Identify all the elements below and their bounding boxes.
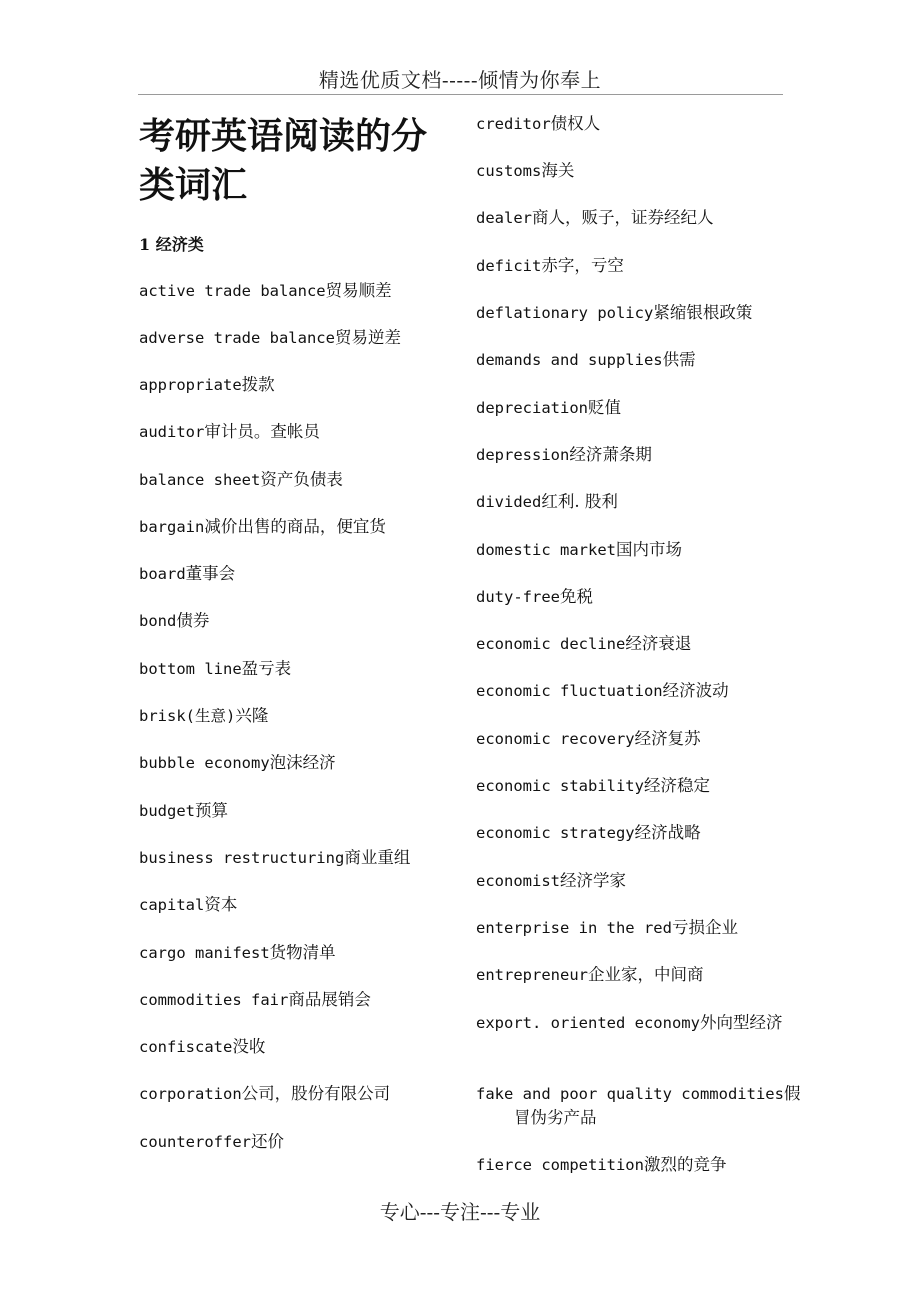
vocab-gloss: 红利. 股利 bbox=[541, 492, 618, 511]
vocab-entry bbox=[139, 941, 336, 965]
vocab-gloss: 假冒伪劣产品 bbox=[514, 1084, 801, 1127]
vocab-gloss: 减价出售的商品，便宜货 bbox=[204, 517, 386, 536]
vocab-term: customs bbox=[476, 162, 542, 180]
vocab-entry bbox=[476, 821, 701, 845]
vocab-term: budget bbox=[139, 802, 195, 820]
vocab-term: fierce competition bbox=[476, 1156, 644, 1174]
vocab-gloss: 经济战略 bbox=[634, 823, 701, 842]
vocab-entry bbox=[476, 679, 729, 703]
page-footer: 专心---专注---专业 bbox=[379, 1200, 541, 1224]
vocab-gloss: 债券 bbox=[176, 611, 210, 630]
vocab-gloss: 经济衰退 bbox=[625, 634, 692, 653]
vocab-gloss: 资本 bbox=[204, 895, 238, 914]
vocab-gloss: 经济萧条期 bbox=[569, 445, 652, 464]
vocab-term: board bbox=[139, 565, 186, 583]
vocab-entry bbox=[139, 373, 275, 397]
vocab-entry bbox=[139, 893, 237, 917]
header-divider bbox=[138, 94, 783, 95]
vocab-term: domestic market bbox=[476, 541, 616, 559]
vocab-entry bbox=[139, 1082, 390, 1106]
vocab-entry bbox=[476, 1011, 816, 1035]
vocab-term: economic recovery bbox=[476, 730, 635, 748]
vocab-term: balance sheet bbox=[139, 471, 261, 489]
vocab-gloss: 供需 bbox=[662, 350, 696, 369]
vocab-gloss: 经济复苏 bbox=[634, 729, 701, 748]
vocab-term: demands and supplies bbox=[476, 351, 663, 369]
section-heading: 1 经济类 bbox=[139, 235, 204, 254]
vocab-gloss: 贸易顺差 bbox=[325, 281, 392, 300]
vocab-term: business restructuring bbox=[139, 849, 345, 867]
vocab-term: auditor bbox=[139, 423, 205, 441]
vocab-term: deficit bbox=[476, 257, 542, 275]
vocab-gloss: 赤字，亏空 bbox=[541, 256, 624, 275]
vocab-entry bbox=[139, 468, 343, 492]
vocab-gloss: 亏损企业 bbox=[671, 918, 738, 937]
vocab-entry bbox=[476, 206, 714, 230]
vocab-gloss: 预算 bbox=[195, 801, 228, 820]
vocab-gloss: 货物清单 bbox=[269, 943, 336, 962]
vocab-entry bbox=[476, 301, 752, 325]
vocab-entry bbox=[139, 704, 268, 728]
vocab-entry bbox=[476, 490, 618, 514]
vocab-term: dealer bbox=[476, 209, 532, 227]
vocab-entry bbox=[476, 396, 621, 420]
vocab-entry bbox=[476, 1082, 816, 1129]
vocab-entry bbox=[139, 609, 209, 633]
vocab-gloss: 经济学家 bbox=[560, 871, 626, 890]
vocab-gloss: 债权人 bbox=[550, 114, 601, 133]
vocab-term: divided bbox=[476, 493, 542, 511]
vocab-entry bbox=[476, 1153, 726, 1177]
vocab-term: active trade balance bbox=[139, 282, 326, 300]
vocab-term: bargain bbox=[139, 518, 205, 536]
vocab-gloss: 商人，贩子，证券经纪人 bbox=[532, 208, 714, 227]
vocab-term: confiscate bbox=[139, 1038, 233, 1056]
vocab-entry bbox=[476, 443, 652, 467]
vocab-entry bbox=[476, 585, 593, 609]
vocab-entry bbox=[476, 774, 710, 798]
vocab-term: economist bbox=[476, 872, 560, 890]
vocab-entry bbox=[476, 538, 682, 562]
vocab-entry bbox=[476, 254, 624, 278]
vocab-term: entrepreneur bbox=[476, 966, 588, 984]
vocab-term: depreciation bbox=[476, 399, 588, 417]
vocab-gloss: 激烈的竞争 bbox=[643, 1155, 727, 1174]
vocab-term: counteroffer bbox=[139, 1133, 251, 1151]
vocab-term: economic fluctuation bbox=[476, 682, 663, 700]
vocab-gloss: 审计员。查帐员 bbox=[204, 422, 320, 441]
vocab-term: corporation bbox=[139, 1085, 242, 1103]
vocab-gloss: 公司，股份有限公司 bbox=[241, 1084, 391, 1103]
vocab-entry bbox=[476, 916, 738, 940]
vocab-gloss: 外向型经济 bbox=[699, 1013, 783, 1032]
vocab-term: brisk(生意) bbox=[139, 707, 236, 725]
vocab-gloss: 商品展销会 bbox=[288, 990, 371, 1009]
vocab-entry bbox=[476, 727, 701, 751]
vocab-gloss: 资产负债表 bbox=[260, 470, 343, 489]
vocab-entry bbox=[476, 963, 703, 987]
vocab-entry bbox=[476, 112, 600, 136]
vocab-term: commodities fair bbox=[139, 991, 289, 1009]
vocab-entry bbox=[139, 799, 228, 823]
vocab-entry bbox=[139, 751, 336, 775]
vocab-term: creditor bbox=[476, 115, 551, 133]
vocab-gloss: 还价 bbox=[250, 1132, 284, 1151]
vocab-term: depression bbox=[476, 446, 570, 464]
vocab-gloss: 经济波动 bbox=[662, 681, 729, 700]
vocab-gloss: 贬值 bbox=[587, 398, 621, 417]
vocab-term: adverse trade balance bbox=[139, 329, 335, 347]
vocab-entry bbox=[476, 632, 691, 656]
vocab-term: bottom line bbox=[139, 660, 242, 678]
vocab-gloss: 没收 bbox=[232, 1037, 266, 1056]
vocab-gloss: 盈亏表 bbox=[241, 659, 292, 678]
vocab-entry bbox=[139, 279, 392, 303]
vocab-term: cargo manifest bbox=[139, 944, 270, 962]
vocab-term: enterprise in the red bbox=[476, 919, 672, 937]
vocab-entry bbox=[139, 657, 291, 681]
vocab-entry bbox=[139, 988, 371, 1012]
vocab-entry bbox=[476, 348, 696, 372]
vocab-entry bbox=[139, 1130, 284, 1154]
vocab-entry bbox=[139, 420, 320, 444]
vocab-term: appropriate bbox=[139, 376, 242, 394]
vocab-term: duty-free bbox=[476, 588, 560, 606]
vocab-gloss: 企业家，中间商 bbox=[587, 965, 704, 984]
vocab-gloss: 免税 bbox=[560, 587, 593, 606]
vocab-gloss: 海关 bbox=[541, 161, 575, 180]
document-title: 考研英语阅读的分类词汇 bbox=[139, 115, 428, 206]
vocab-term: fake and poor quality commodities bbox=[476, 1085, 784, 1103]
vocab-term: bond bbox=[139, 612, 177, 630]
vocab-entry bbox=[139, 1035, 265, 1059]
vocab-term: economic strategy bbox=[476, 824, 635, 842]
vocab-entry bbox=[139, 515, 386, 539]
vocab-gloss: 商业重组 bbox=[344, 848, 411, 867]
vocab-term: capital bbox=[139, 896, 205, 914]
vocab-gloss: 兴隆 bbox=[235, 706, 269, 725]
vocab-entry bbox=[139, 562, 235, 586]
vocab-entry bbox=[139, 326, 401, 350]
vocab-term: economic decline bbox=[476, 635, 626, 653]
vocab-gloss: 泡沫经济 bbox=[269, 753, 336, 772]
vocab-gloss: 紧缩银根政策 bbox=[653, 303, 753, 322]
vocab-term: bubble economy bbox=[139, 754, 270, 772]
vocab-term: deflationary policy bbox=[476, 304, 654, 322]
vocab-term: export. oriented economy bbox=[476, 1014, 700, 1032]
vocab-gloss: 贸易逆差 bbox=[334, 328, 401, 347]
vocab-entry bbox=[139, 846, 410, 870]
page-header: 精选优质文档-----倾情为你奉上 bbox=[318, 68, 602, 92]
vocab-gloss: 国内市场 bbox=[615, 540, 682, 559]
vocab-entry bbox=[476, 869, 626, 893]
vocab-gloss: 经济稳定 bbox=[643, 776, 710, 795]
vocab-gloss: 拨款 bbox=[241, 375, 275, 394]
vocab-entry bbox=[476, 159, 574, 183]
vocab-term: economic stability bbox=[476, 777, 644, 795]
vocab-gloss: 董事会 bbox=[185, 564, 236, 583]
